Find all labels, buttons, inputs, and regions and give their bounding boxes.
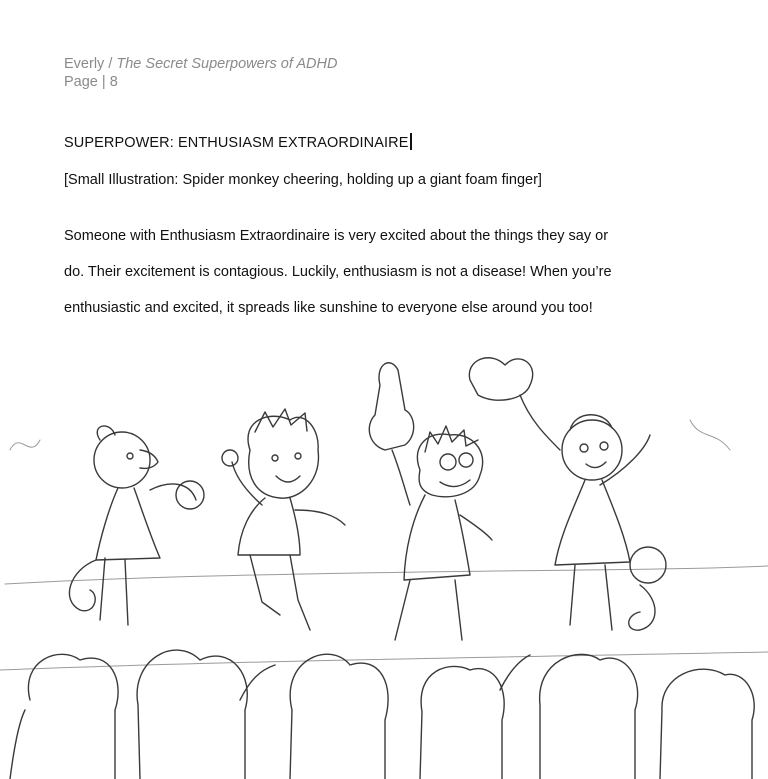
illustration-note: [Small Illustration: Spider monkey cheering, holding up a giant foam finger] (64, 172, 542, 188)
section-heading[interactable] (64, 133, 412, 151)
cheering-sketch-illustration (0, 340, 768, 779)
right-monkey-girl-with-pompom (469, 358, 666, 630)
author-name: Everly (64, 56, 105, 72)
left-monkey-girl (69, 426, 204, 625)
body-line: enthusiastic and excited, it spreads like sunshine to everyone else around you too! (64, 300, 593, 316)
body-paragraph (64, 218, 684, 326)
book-title: The Secret Superpowers of ADHD (116, 56, 338, 72)
header-separator: / (104, 56, 117, 72)
header-line (64, 55, 337, 73)
section-heading-text: SUPERPOWER: ENTHUSIASM EXTRAORDINAIRE (64, 135, 409, 151)
crowd-foreground (10, 650, 754, 779)
body-line: Someone with Enthusiasm Extraordinaire is very excited about the things they say or (64, 228, 609, 244)
body-line: do. Their excitement is contagious. Luckily, enthusiasm is not a disease! When you’re (64, 264, 612, 280)
text-cursor (410, 133, 412, 150)
spider-monkey-with-foam-finger (369, 363, 492, 640)
jumping-boy (222, 409, 345, 630)
page-number: Page | 8 (64, 74, 118, 90)
running-header (64, 55, 337, 91)
